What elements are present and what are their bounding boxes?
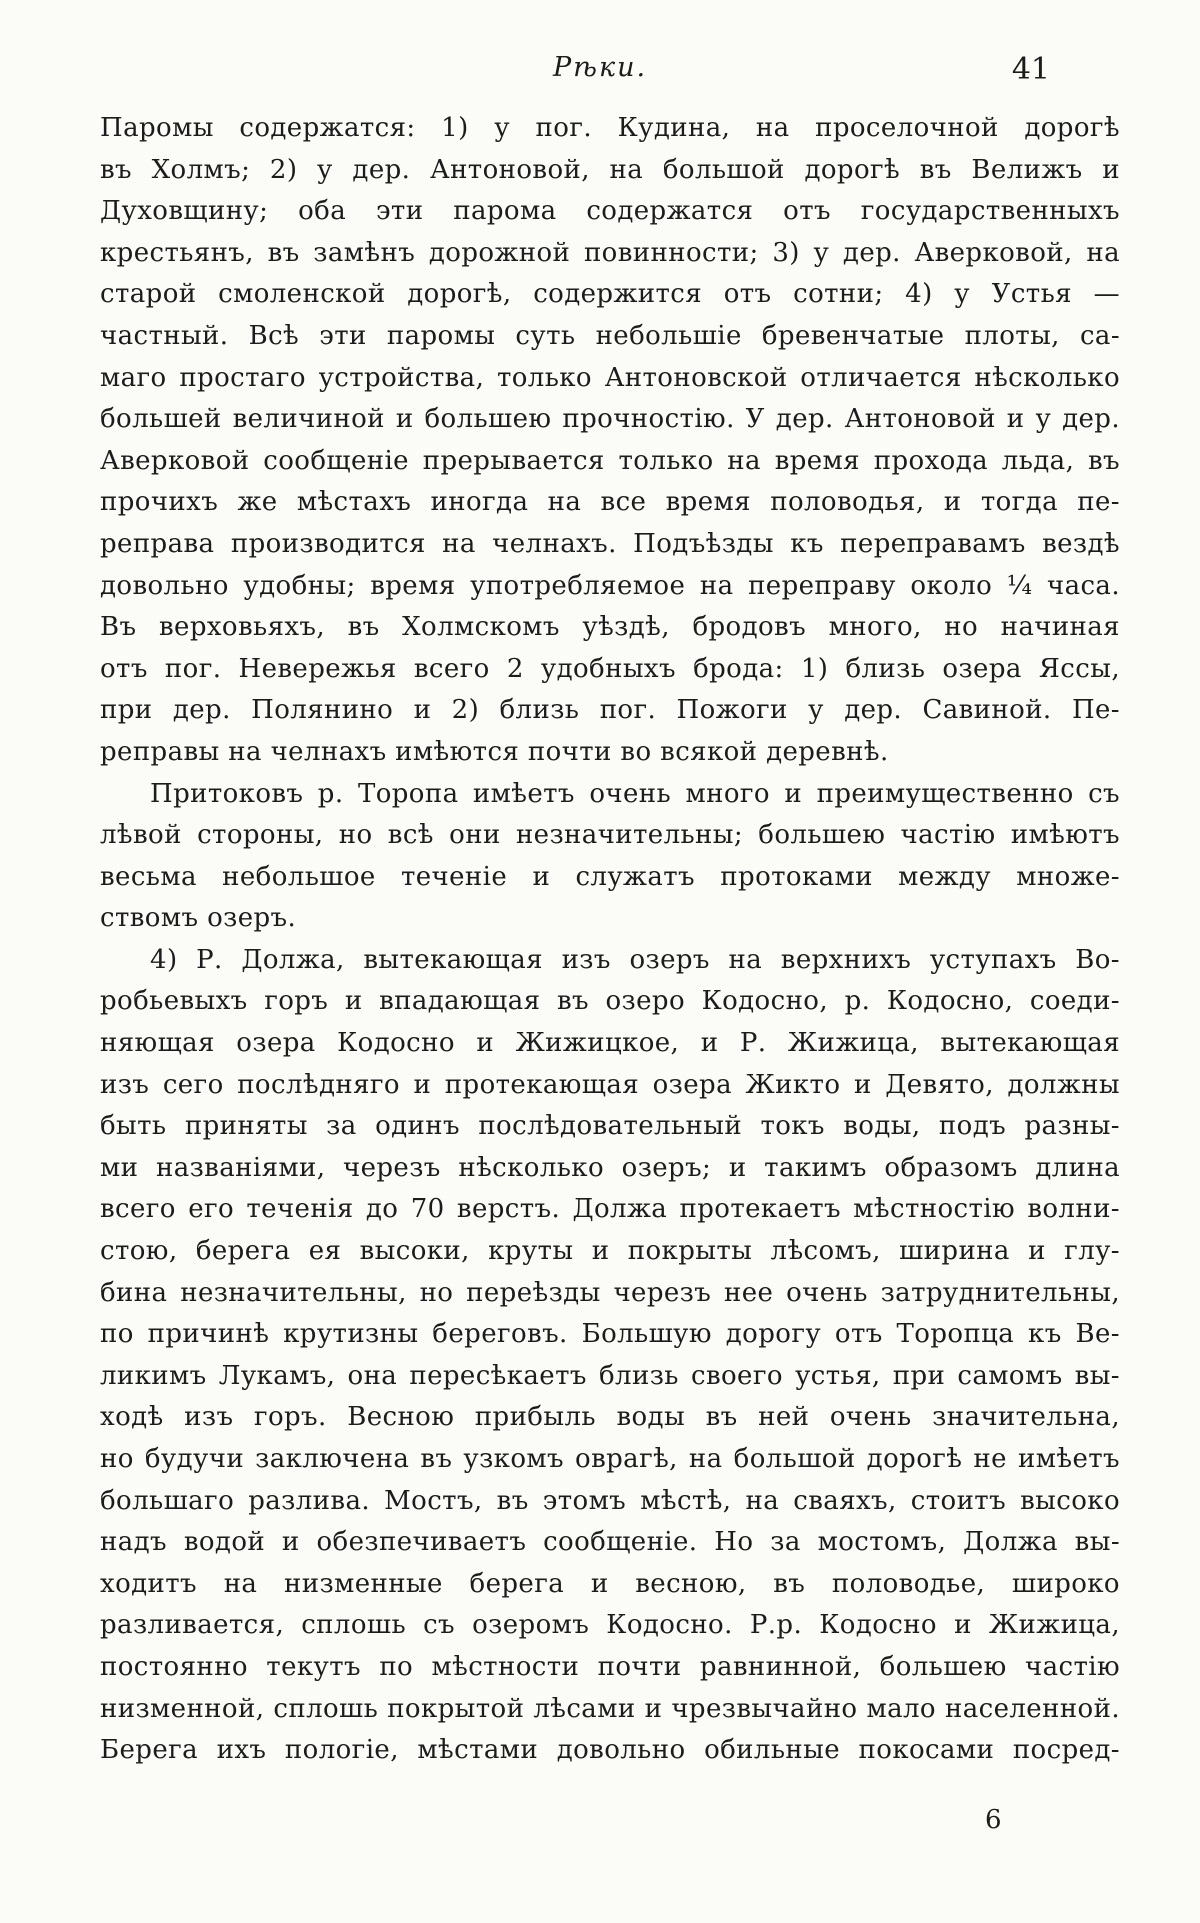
text-line: Аверковой сообщеніе прерывается только на время прохода льда, въ: [100, 445, 1120, 476]
text-line: быть приняты за одинъ послѣдовательный токъ воды, подъ разны-: [100, 1111, 1120, 1142]
text-line: старой смоленской дорогѣ, содержится отъ сотни; 4) у Устья —: [100, 279, 1120, 310]
text-line: ликимъ Лукамъ, она пересѣкаетъ близь своего устья, при самомъ вы-: [100, 1360, 1120, 1391]
text-line: няющая озера Кодосно и Жижицкое, и Р. Жижица, вытекающая: [100, 1028, 1120, 1059]
text-line: ствомъ озеръ.: [100, 903, 297, 934]
text-line: постоянно текутъ по мѣстности почти равнинной, большею частію: [100, 1651, 1120, 1682]
text-line: Духовщину; оба эти парома содержатся отъ государственныхъ: [100, 196, 1120, 227]
text-line: реправа производится на челнахъ. Подъѣзды къ переправамъ вездѣ: [100, 528, 1120, 559]
text-line: всего его теченія до 70 верстъ. Должа протекаетъ мѣстностію волни-: [100, 1194, 1120, 1225]
page-number: 41: [1011, 52, 1050, 87]
text-line: реправы на челнахъ имѣются почти во всякой деревнѣ.: [100, 736, 889, 767]
text-line: въ Холмъ; 2) у дер. Антоновой, на большой дорогѣ въ Велижъ и: [100, 154, 1120, 185]
text-line: надъ водой и обезпечиваетъ сообщеніе. Но за мостомъ, Должа вы-: [100, 1527, 1120, 1558]
text-line: большей величиной и большею прочностію. У дер. Антоновой и у дер.: [100, 404, 1120, 435]
text-line: при дер. Полянино и 2) близь пог. Пожоги у дер. Савиной. Пе-: [100, 695, 1120, 726]
text-line: но будучи заключена въ узкомъ оврагѣ, на большой дорогѣ не имѣетъ: [100, 1444, 1120, 1474]
text-line: стою, берега ея высоки, круты и покрыты лѣсомъ, ширина и глу-: [100, 1236, 1120, 1267]
text-line: разливается, сплошь съ озеромъ Кодосно. Р.р. Кодосно и Жижица,: [100, 1610, 1120, 1641]
text-line: ми названіями, черезъ нѣсколько озеръ; и такимъ образомъ длина: [100, 1152, 1120, 1183]
running-head: Рѣки.: [552, 52, 648, 83]
text-line: отъ пог. Невережья всего 2 удобныхъ брода: 1) близь озера Яссы,: [100, 653, 1120, 684]
text-line: маго простаго устройства, только Антоновской отличается нѣсколько: [100, 362, 1120, 393]
text-line: весьма небольшое теченіе и служатъ протоками между множе-: [100, 861, 1120, 892]
text-line: прочихъ же мѣстахъ иногда на все время половодья, и тогда пе-: [100, 487, 1120, 518]
text-line: Притоковъ р. Торопа имѣетъ очень много и преимущественно съ: [150, 778, 1120, 809]
text-line: Паромы содержатся: 1) у пог. Кудина, на проселочной дорогѣ: [100, 113, 1120, 143]
text-line: ходѣ изъ горъ. Весною прибыль воды въ ней очень значительна,: [100, 1402, 1120, 1433]
text-line: робьевыхъ горъ и впадающая въ озеро Кодосно, р. Кодосно, соеди-: [100, 986, 1120, 1017]
text-line: лѣвой стороны, но всѣ они незначительны; большею частію имѣютъ: [100, 820, 1120, 851]
text-line: по причинѣ крутизны береговъ. Большую дорогу отъ Торопца къ Ве-: [100, 1319, 1120, 1350]
text-line: бина незначительны, но переѣзды черезъ нее очень затруднительны,: [100, 1277, 1120, 1308]
text-line: Въ верховьяхъ, въ Холмскомъ уѣздѣ, бродовъ много, но начиная: [100, 612, 1120, 643]
text-line: Берега ихъ пологіе, мѣстами довольно обильные покосами посред-: [100, 1735, 1120, 1766]
text-line: довольно удобны; время употребляемое на переправу около ¼ часа.: [100, 570, 1120, 601]
signature-mark: 6: [985, 1805, 1002, 1835]
text-line: 4) Р. Должа, вытекающая изъ озеръ на верхнихъ уступахъ Во-: [150, 944, 1120, 975]
text-line: ходитъ на низменные берега и весною, въ половодье, широко: [100, 1568, 1120, 1599]
text-line: изъ сего послѣдняго и протекающая озера Жикто и Девято, должны: [100, 1069, 1120, 1100]
text-line: крестьянъ, въ замѣнъ дорожной повинности; 3) у дер. Аверковой, на: [100, 237, 1120, 268]
text-line: частный. Всѣ эти паромы суть небольшіе бревенчатые плоты, са-: [100, 320, 1120, 351]
text-line: большаго разлива. Мостъ, въ этомъ мѣстѣ, на сваяхъ, стоитъ высоко: [100, 1485, 1120, 1516]
body-text: [100, 108, 1120, 1772]
text-line: низменной, сплошь покрытой лѣсами и чрезвычайно мало населенной.: [100, 1693, 1120, 1724]
